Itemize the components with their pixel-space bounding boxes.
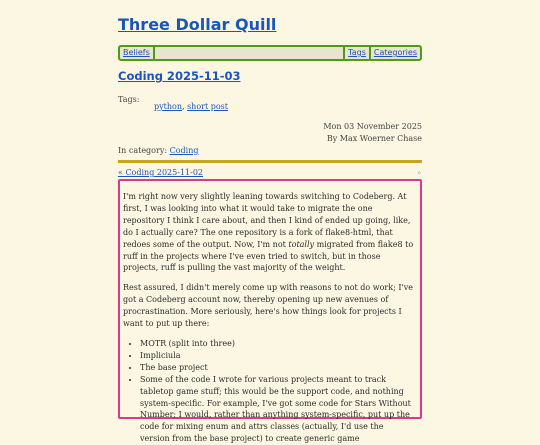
- paragraph-text: I'm right now very slightly leaning towards switching to Codeberg. At first, I was looking into what it would take to migrate the one repository I think I care about, and then I kind of ended up going, like, do I actually care? The one repository is a fork of flake8-html, that redoes some of the output. Now, I'm not: [123, 192, 411, 249]
- nav-link-categories[interactable]: Categories: [373, 48, 417, 57]
- list-item: • Some of the code I wrote for various projects meant to track tabletop game stuff; this would be the support code, and nothing system-specific. For example, I've got some code for Stars Without Number; I would, rather than anything system-specific, put up the code for mixing enum and attrs classes (actually, I'd use the version from the base project) to create generic game: [140, 374, 415, 445]
- site-title-link[interactable]: Three Dollar Quill: [118, 15, 277, 34]
- tag-separator: ,: [181, 102, 188, 111]
- category-label: In category:: [118, 146, 168, 155]
- project-list: [123, 338, 415, 445]
- prev-post-link[interactable]: « Coding 2025-11-02: [118, 168, 203, 177]
- post-paragraph: Rest assured, I didn't merely come up with reasons to not do work; I've got a Codeberg account now, thereby opening up new avenues of procrastination. More seriously, here's how things look for projects I want to put up there:: [123, 283, 413, 329]
- emphasis-text: totally: [288, 239, 315, 249]
- paragraph-text: migrated from flake8 to ruff in the projects where I've even tried to switch, but in those projects, ruff is pulling the vast majority of the weight.: [123, 239, 414, 273]
- tags-list: [154, 102, 228, 111]
- nav-link-tags[interactable]: Tags: [348, 48, 366, 57]
- tag-link-python[interactable]: python: [154, 102, 182, 111]
- post-author: By Max Woerner Chase: [326, 134, 422, 143]
- next-post-marker: »: [417, 169, 422, 177]
- category-link[interactable]: Coding: [169, 146, 199, 155]
- post-body: [118, 179, 422, 444]
- list-item: • MOTR (split into three): [140, 338, 415, 350]
- post-date: Mon 03 November 2025: [323, 122, 422, 131]
- tags-label: Tags:: [118, 95, 140, 104]
- nav-link-beliefs[interactable]: Beliefs: [123, 48, 150, 57]
- list-item: • Impliciula: [140, 350, 415, 362]
- post-title-link[interactable]: Coding 2025-11-03: [118, 69, 241, 83]
- divider: [118, 160, 422, 163]
- tag-link-short-post[interactable]: short post: [187, 102, 228, 111]
- post-paragraph: [123, 191, 415, 274]
- category-line: [118, 146, 198, 155]
- nav-bar: [118, 45, 422, 61]
- nav-spacer: [155, 47, 343, 59]
- list-item: • The base project: [140, 362, 415, 374]
